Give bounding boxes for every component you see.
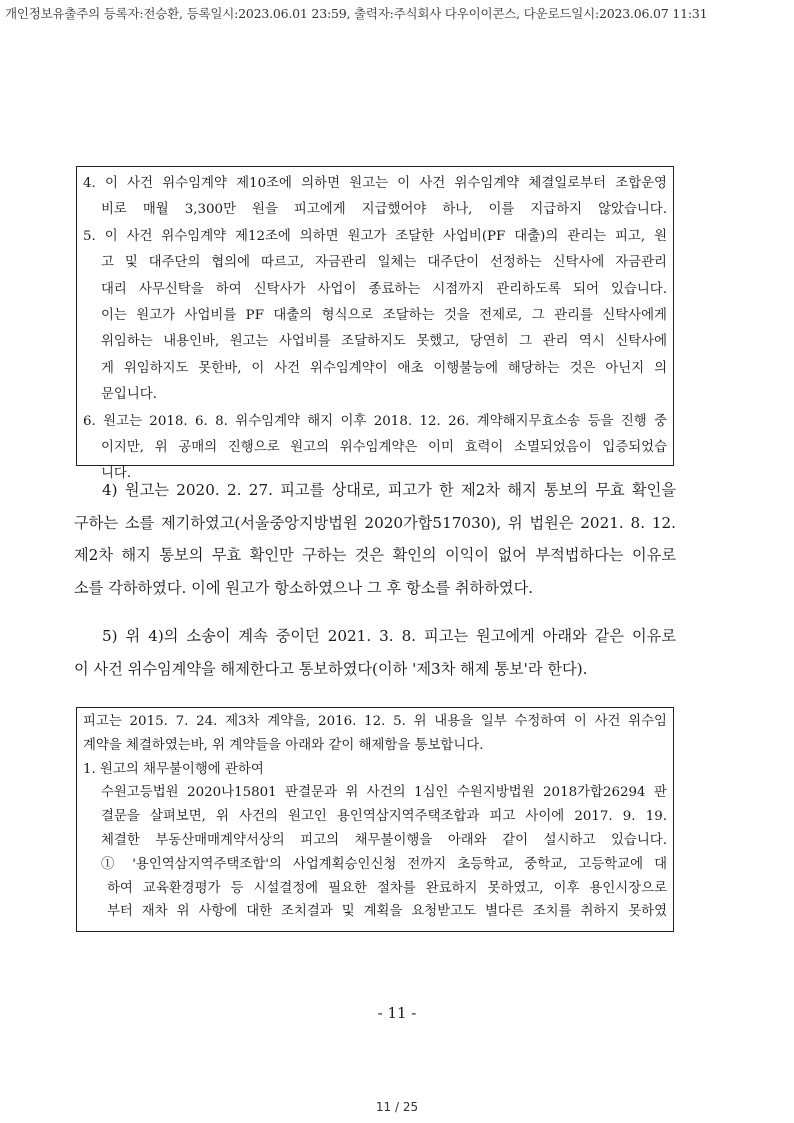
box2-line: 체결한 부동산매매계약서상의 피고의 채무불이행을 아래와 같이 설시하고 있습니다.: [101, 832, 667, 848]
box2-line: 계약을 체결하였는바, 위 계약들을 아래와 같이 해제함을 통보합니다.: [83, 737, 484, 753]
box2-line: 1. 원고의 채무불이행에 관하여: [83, 761, 264, 777]
box1-line: 대리 사무신탁을 하여 신탁사가 사업이 종료하는 시점까지 관리하도록 되어 있습니다.: [101, 281, 667, 297]
box1-line: 5. 이 사건 위수임계약 제12조에 의하면 원고가 조달한 사업비(PF 대출)의 관리는 피고, 원: [83, 228, 667, 244]
paragraph-5: [74, 620, 676, 685]
quoted-box-2: [76, 707, 674, 932]
paragraph-4: [74, 474, 676, 604]
box2-line: 하여 교육환경평가 등 시설결정에 필요한 절차를 완료하지 못하였고, 이후 용인시장으로: [107, 880, 667, 896]
box1-line: 이는 원고가 사업비를 PF 대출의 형식으로 조달하는 것을 전제로, 그 관리를 신탁사에게: [101, 307, 667, 323]
paragraph-line: 4) 원고는 2020. 2. 27. 피고를 상대로, 피고가 한 제2차 해지 통보의 무효 확인을: [102, 481, 676, 499]
box1-line: 비로 매월 3,300만 원을 피고에게 지급했어야 하나, 이를 지급하지 않았습니다.: [101, 202, 667, 218]
box2-line: 피고는 2015. 7. 24. 제3차 계약을, 2016. 12. 5. 위 내용을 일부 수정하여 이 사건 위수임: [83, 714, 667, 729]
paragraph-line: 소를 각하하였다. 이에 원고가 항소하였으나 그 후 항소를 취하하였다.: [74, 578, 534, 597]
box1-line: 니다.: [101, 466, 132, 482]
paragraph-line: 이 사건 위수임계약을 해제한다고 통보하였다(이하 '제3차 해제 통보'라 한다).: [74, 659, 588, 678]
box2-line: 수원고등법원 2020나15801 판결문과 위 사건의 1심인 수원지방법원 2018가합26294 판: [101, 785, 667, 801]
box1-line: 게 위임하지도 못한바, 이 사건 위수임계약이 애초 이행불능에 해당하는 것은 아닌지 의: [101, 360, 667, 376]
quoted-box-1: [76, 166, 674, 482]
download-watermark-header: 개인정보유출주의 등록자:전승환, 등록일시:2023.06.01 23:59, 출력자:주식회사 다우이이콘스, 다운로드일시:2023.06.07 11:31: [5, 6, 708, 21]
box1-line: 고 및 대주단의 협의에 따르고, 자금관리 일체는 대주단이 선정하는 신탁사에 자금관리: [101, 255, 667, 271]
box1-line: 문입니다.: [101, 387, 157, 403]
box1-line: 위임하는 내용인바, 원고는 사업비를 조달하지도 못했고, 당연히 그 관리 역시 신탁사에: [101, 334, 667, 350]
box1-line: 이지만, 위 공매의 진행으로 원고의 위수임계약은 이미 효력이 소멸되었음이 입증되었습: [101, 439, 667, 455]
box2-line: 결문을 살펴보면, 위 사건의 원고인 용인역삼지역주택조합과 피고 사이에 2017. 9. 19.: [101, 809, 667, 825]
paragraph-line: 구하는 소를 제기하였고(서울중앙지방법원 2020가합517030), 위 법원은 2021. 8. 12.: [74, 513, 676, 532]
box2-line: ① '용인역삼지역주택조합'의 사업계획승인신청 전까지 초등학교, 중학교, 고등학교에 대: [101, 856, 667, 872]
page-number: - 11 -: [377, 1004, 417, 1022]
paragraph-line: 5) 위 4)의 소송이 계속 중이던 2021. 3. 8. 피고는 원고에게 아래와 같은 이유로: [102, 627, 676, 645]
paragraph-line: 제2차 해지 통보의 무효 확인만 구하는 것은 확인의 이익이 없어 부적법하다는 이유로: [74, 546, 676, 564]
box1-line: 4. 이 사건 위수임계약 제10조에 의하면 원고는 이 사건 위수임계약 체결일로부터 조합운영: [83, 176, 667, 191]
page-counter: 11 / 25: [375, 1100, 419, 1114]
box2-line: 부터 재차 위 사항에 대한 조치결과 및 계획을 요청받고도 별다른 조치를 취하지 못하였: [107, 904, 667, 920]
box1-line: 6. 원고는 2018. 6. 8. 위수임계약 해지 이후 2018. 12. 26. 계약해지무효소송 등을 진행 중: [83, 413, 667, 429]
